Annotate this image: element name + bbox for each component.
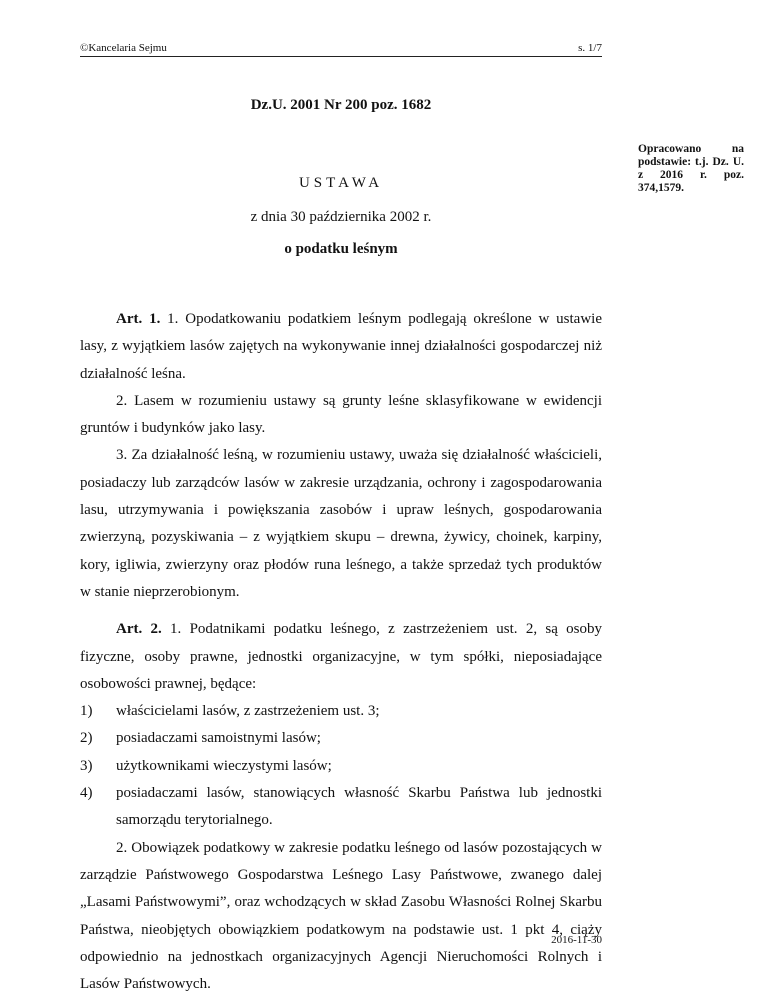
- side-note: Opracowano na podstawie: t.j. Dz. U. z 2016 r. poz. 374,1579.: [638, 143, 744, 194]
- list-item: 2) posiadaczami samoistnymi lasów;: [80, 730, 321, 747]
- art1-paragraph-3: 3. Za działalność leśną, w rozumieniu ustawy, uważa się działalność właścicieli, posiadaczy lub zarządców lasów w zakresie urządzania, ochrony i zagospodarowania lasu, utrzymywania i powiększania zasobów i upraw leśnych, gospodarowania zwierzyną, pozyskiwania – z wyjątkiem skupu – drewna, żywicy, choinek, karpiny, kory, igliwia, zwierzyny oraz płodów runa leśnego, a także sprzedaż tych produktów w stanie nieprzerobionym.: [80, 447, 602, 600]
- act-date: z dnia 30 października 2002 r.: [250, 209, 432, 225]
- publisher-label: ©Kancelaria Sejmu: [80, 42, 167, 54]
- art2-paragraph-2: 2. Obowiązek podatkowy w zakresie podatku leśnego od lasów pozostających w zarządzie Państwowego Gospodarstwa Leśnego Lasy Państwowe, zwanego dalej „Lasami Państwowymi”, oraz wchodzących w skład Zasobu Własności Rolnej Skarbu Państwa, nieobjętych obowiązkiem podatkowym na podstawie ust. 1 pkt 4, ciąży odpowiednio na jednostkach organizacyjnych Agencji Nieruchomości Rolnych i Lasów Państwowych.: [80, 839, 602, 993]
- list-item: 1) właścicielami lasów, z zastrzeżeniem ust. 3;: [80, 703, 380, 720]
- page-number: s. 1/7: [578, 42, 602, 54]
- art2-heading: Art. 2.: [116, 621, 162, 638]
- art1-heading: Art. 1.: [116, 311, 161, 327]
- act-title: USTAWA: [298, 175, 384, 191]
- document-body: [80, 306, 602, 998]
- art1-paragraph-1: Art. 1. 1. Opodatkowaniu podatkiem leśnym podlegają określone w ustawie lasy, z wyjątkiem lasów zajętych na wykonywanie innej działalności gospodarczej niż działalność leśna.: [80, 311, 602, 382]
- list-item: 3) użytkownikami wieczystymi lasów;: [80, 757, 332, 774]
- art2-paragraph-1: Art. 2. 1. Podatnikami podatku leśnego, z zastrzeżeniem ust. 2, są osoby fizyczne, osoby prawne, jednostki organizacyjne, w tym spółki, nieposiadające osobowości prawnej, będące:: [80, 621, 602, 692]
- footer-date: 2016-11-30: [551, 934, 602, 946]
- act-subject: o podatku leśnym: [284, 241, 398, 257]
- list-item: 4) posiadaczami lasów, stanowiących własność Skarbu Państwa lub jednostki samorządu terytorialnego.: [80, 785, 602, 829]
- art1-paragraph-2: 2. Lasem w rozumieniu ustawy są grunty leśne sklasyfikowane w ewidencji gruntów i budynków jako lasy.: [80, 392, 602, 437]
- journal-reference: Dz.U. 2001 Nr 200 poz. 1682: [250, 97, 432, 113]
- page-header: [80, 40, 602, 57]
